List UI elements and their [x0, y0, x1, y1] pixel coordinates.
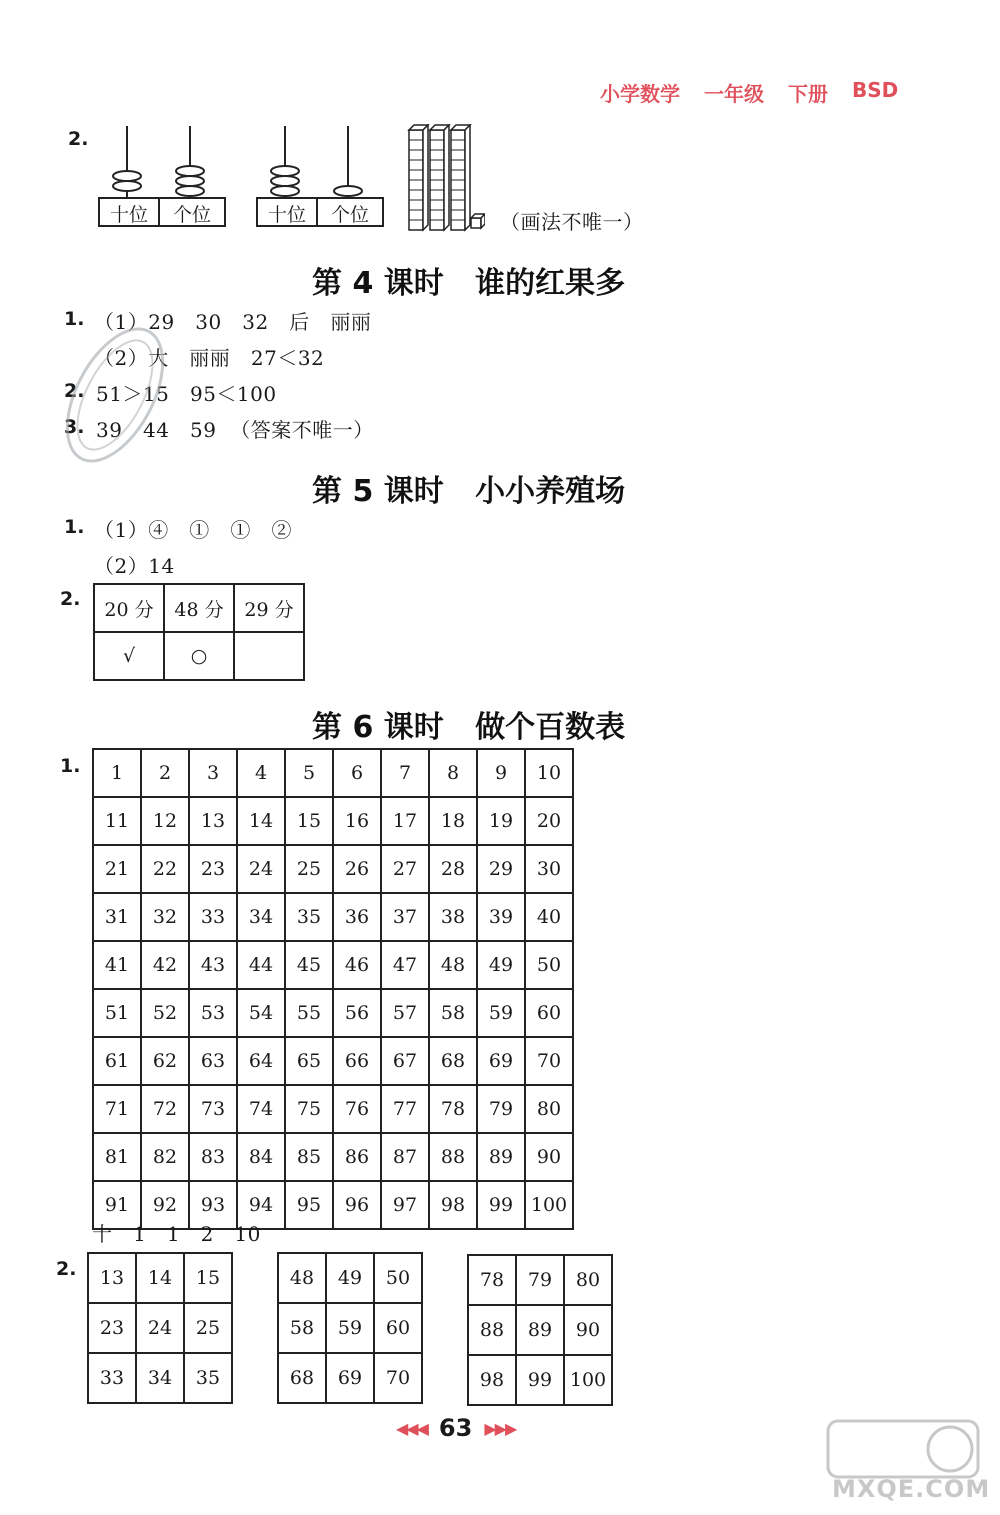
table-row [93, 893, 573, 941]
table-cell: 51 [93, 989, 141, 1037]
table-cell: 90 [525, 1133, 573, 1181]
table-cell: 16 [333, 797, 381, 845]
table-cell: 76 [333, 1085, 381, 1133]
table-cell: 38 [429, 893, 477, 941]
tens-rods-icon [405, 124, 485, 236]
table-cell: 54 [237, 989, 285, 1037]
table-cell: 89 [516, 1305, 564, 1355]
table-cell: 96 [333, 1181, 381, 1229]
table-cell: 36 [333, 893, 381, 941]
table-cell: 34 [136, 1353, 184, 1403]
table-row [88, 1253, 232, 1303]
table-row [93, 749, 573, 797]
table-row [93, 989, 573, 1037]
table-cell: 53 [189, 989, 237, 1037]
question-number: 2. [64, 380, 85, 402]
table-cell: 98 [429, 1181, 477, 1229]
table-cell: 11 [93, 797, 141, 845]
ones-label: 个位 [330, 204, 369, 226]
table-cell: 87 [381, 1133, 429, 1181]
table-cell: 69 [326, 1353, 374, 1403]
table-cell: 91 [93, 1181, 141, 1229]
table-cell: 89 [477, 1133, 525, 1181]
table-cell: 19 [477, 797, 525, 845]
table-cell: 88 [429, 1133, 477, 1181]
answer-line: （2）14 [94, 554, 175, 578]
table-cell: 46 [333, 941, 381, 989]
table-cell: 49 [326, 1253, 374, 1303]
table-cell: 100 [525, 1181, 573, 1229]
table-cell: 6 [333, 749, 381, 797]
table-row [278, 1253, 422, 1303]
table-cell: 94 [237, 1181, 285, 1229]
table-cell: 45 [285, 941, 333, 989]
watermark [810, 1415, 1000, 1511]
check-mark: √ [94, 632, 164, 680]
table-cell [234, 632, 304, 680]
table-cell: 70 [374, 1353, 422, 1403]
table-cell: 14 [136, 1253, 184, 1303]
table-cell: 100 [564, 1355, 612, 1405]
table-cell: 44 [237, 941, 285, 989]
table-cell: 40 [525, 893, 573, 941]
table-row [88, 1303, 232, 1353]
table-cell: 60 [525, 989, 573, 1037]
table-cell: 98 [468, 1355, 516, 1405]
table-cell: 5 [285, 749, 333, 797]
table-cell: 93 [189, 1181, 237, 1229]
table-cell: 68 [429, 1037, 477, 1085]
table-cell: 9 [477, 749, 525, 797]
table-cell: 86 [333, 1133, 381, 1181]
table-cell: 20 [525, 797, 573, 845]
table-cell: 33 [189, 893, 237, 941]
table-cell: 48 [278, 1253, 326, 1303]
table-cell: 25 [184, 1303, 232, 1353]
answer-line: 39 44 59 （答案不唯一） [96, 418, 374, 442]
table-cell: 15 [285, 797, 333, 845]
page-number: 63 [438, 1414, 473, 1442]
answer-line: （1）④ ① ① ② [94, 518, 292, 542]
table-cell: 67 [381, 1037, 429, 1085]
table-cell: 13 [88, 1253, 136, 1303]
table-cell: 52 [141, 989, 189, 1037]
table-cell: 75 [285, 1085, 333, 1133]
table-row [468, 1255, 612, 1305]
table-cell: 10 [525, 749, 573, 797]
drawing-note: （画法不唯一） [500, 210, 644, 234]
table-cell: 49 [477, 941, 525, 989]
hundred-chart [92, 748, 574, 1230]
table-row [93, 1133, 573, 1181]
table-cell: 23 [189, 845, 237, 893]
table-row [93, 1037, 573, 1085]
table-cell: 25 [285, 845, 333, 893]
table-cell: 39 [477, 893, 525, 941]
header-edition: BSD [852, 78, 899, 102]
score-table [93, 583, 305, 681]
table-cell: 61 [93, 1037, 141, 1085]
answer-line: 51＞15 95＜100 [96, 382, 277, 406]
answer-line: 十 1 1 2 10 [92, 1222, 261, 1246]
table-cell: 97 [381, 1181, 429, 1229]
table-cell: 65 [285, 1037, 333, 1085]
question-number: 1. [64, 308, 85, 330]
question-number: 2. [68, 128, 89, 150]
table-cell: 8 [429, 749, 477, 797]
table-cell: 15 [184, 1253, 232, 1303]
table-cell: 81 [93, 1133, 141, 1181]
circle-mark: ○ [164, 632, 234, 680]
number-grid [87, 1252, 233, 1404]
table-cell: 78 [468, 1255, 516, 1305]
table-cell: 21 [93, 845, 141, 893]
table-cell: 72 [141, 1085, 189, 1133]
table-cell: 26 [333, 845, 381, 893]
table-cell: 59 [477, 989, 525, 1037]
table-row [93, 941, 573, 989]
table-cell: 50 [525, 941, 573, 989]
question-number: 3. [64, 416, 85, 438]
table-cell: 99 [477, 1181, 525, 1229]
table-cell: 37 [381, 893, 429, 941]
table-cell: 22 [141, 845, 189, 893]
table-cell: 27 [381, 845, 429, 893]
table-row [88, 1353, 232, 1403]
lesson-6-title: 第 6 课时 做个百数表 [312, 710, 626, 745]
tens-label: 十位 [267, 204, 306, 226]
table-cell: 79 [477, 1085, 525, 1133]
table-cell: 13 [189, 797, 237, 845]
table-cell: 74 [237, 1085, 285, 1133]
answer-line: （2）大 丽丽 27＜32 [94, 346, 325, 370]
table-cell: 35 [184, 1353, 232, 1403]
table-cell: 95 [285, 1181, 333, 1229]
table-cell: 69 [477, 1037, 525, 1085]
table-row [93, 1085, 573, 1133]
prev-arrows-icon: ◀◀◀ [396, 1418, 427, 1438]
table-cell: 83 [189, 1133, 237, 1181]
table-cell: 80 [525, 1085, 573, 1133]
tens-label: 十位 [109, 204, 148, 226]
table-cell: 34 [237, 893, 285, 941]
question-number: 1. [60, 755, 81, 777]
table-row [468, 1355, 612, 1405]
table-cell: 73 [189, 1085, 237, 1133]
table-cell: 17 [381, 797, 429, 845]
table-cell: 33 [88, 1353, 136, 1403]
header-volume: 下册 [788, 82, 828, 106]
table-cell: 48 分 [164, 584, 234, 632]
table-cell: 70 [525, 1037, 573, 1085]
next-arrows-icon: ▶▶▶ [484, 1418, 516, 1438]
table-cell: 3 [189, 749, 237, 797]
table-cell: 55 [285, 989, 333, 1037]
answer-line: （1）29 30 32 后 丽丽 [94, 310, 372, 334]
table-cell: 29 分 [234, 584, 304, 632]
table-cell: 41 [93, 941, 141, 989]
table-cell: 63 [189, 1037, 237, 1085]
table-row [278, 1353, 422, 1403]
table-cell: 43 [189, 941, 237, 989]
ones-label: 个位 [172, 204, 211, 226]
table-cell: 18 [429, 797, 477, 845]
lesson-4-title: 第 4 课时 谁的红果多 [312, 266, 626, 301]
question-number: 2. [60, 588, 81, 610]
header-grade: 一年级 [704, 82, 764, 106]
table-cell: 58 [429, 989, 477, 1037]
question-number: 2. [56, 1258, 77, 1280]
table-cell: 29 [477, 845, 525, 893]
table-cell: 78 [429, 1085, 477, 1133]
table-cell: 88 [468, 1305, 516, 1355]
table-cell: 50 [374, 1253, 422, 1303]
table-cell: 30 [525, 845, 573, 893]
table-cell: 28 [429, 845, 477, 893]
page-footer [396, 1414, 515, 1442]
page-header [600, 78, 930, 107]
table-row [93, 845, 573, 893]
table-cell: 66 [333, 1037, 381, 1085]
table-cell: 24 [136, 1303, 184, 1353]
number-grid [467, 1254, 613, 1406]
table-cell: 68 [278, 1353, 326, 1403]
lesson-5-title: 第 5 课时 小小养殖场 [312, 474, 626, 509]
table-cell: 84 [237, 1133, 285, 1181]
table-cell: 90 [564, 1305, 612, 1355]
table-cell: 42 [141, 941, 189, 989]
question-number: 1. [64, 516, 85, 538]
table-cell: 59 [326, 1303, 374, 1353]
table-cell: 1 [93, 749, 141, 797]
table-cell: 48 [429, 941, 477, 989]
table-cell: 14 [237, 797, 285, 845]
table-cell: 99 [516, 1355, 564, 1405]
stamp-mark [45, 315, 185, 475]
table-cell: 12 [141, 797, 189, 845]
watermark-text: MXQE.COM [832, 1475, 991, 1503]
table-cell: 47 [381, 941, 429, 989]
table-cell: 57 [381, 989, 429, 1037]
table-cell: 92 [141, 1181, 189, 1229]
table-cell: 4 [237, 749, 285, 797]
table-cell: 2 [141, 749, 189, 797]
table-cell: 85 [285, 1133, 333, 1181]
table-row [93, 797, 573, 845]
table-cell: 71 [93, 1085, 141, 1133]
table-cell: 64 [237, 1037, 285, 1085]
table-cell: 31 [93, 893, 141, 941]
table-cell: 7 [381, 749, 429, 797]
header-subject: 小学数学 [600, 82, 680, 106]
table-cell: 60 [374, 1303, 422, 1353]
table-cell: 23 [88, 1303, 136, 1353]
table-cell: 79 [516, 1255, 564, 1305]
table-cell: 62 [141, 1037, 189, 1085]
table-cell: 32 [141, 893, 189, 941]
table-cell: 80 [564, 1255, 612, 1305]
table-row [278, 1303, 422, 1353]
table-cell: 20 分 [94, 584, 164, 632]
number-grid [277, 1252, 423, 1404]
table-cell: 35 [285, 893, 333, 941]
table-cell: 56 [333, 989, 381, 1037]
table-cell: 77 [381, 1085, 429, 1133]
table-cell: 82 [141, 1133, 189, 1181]
table-cell: 24 [237, 845, 285, 893]
table-row [468, 1305, 612, 1355]
table-cell: 58 [278, 1303, 326, 1353]
